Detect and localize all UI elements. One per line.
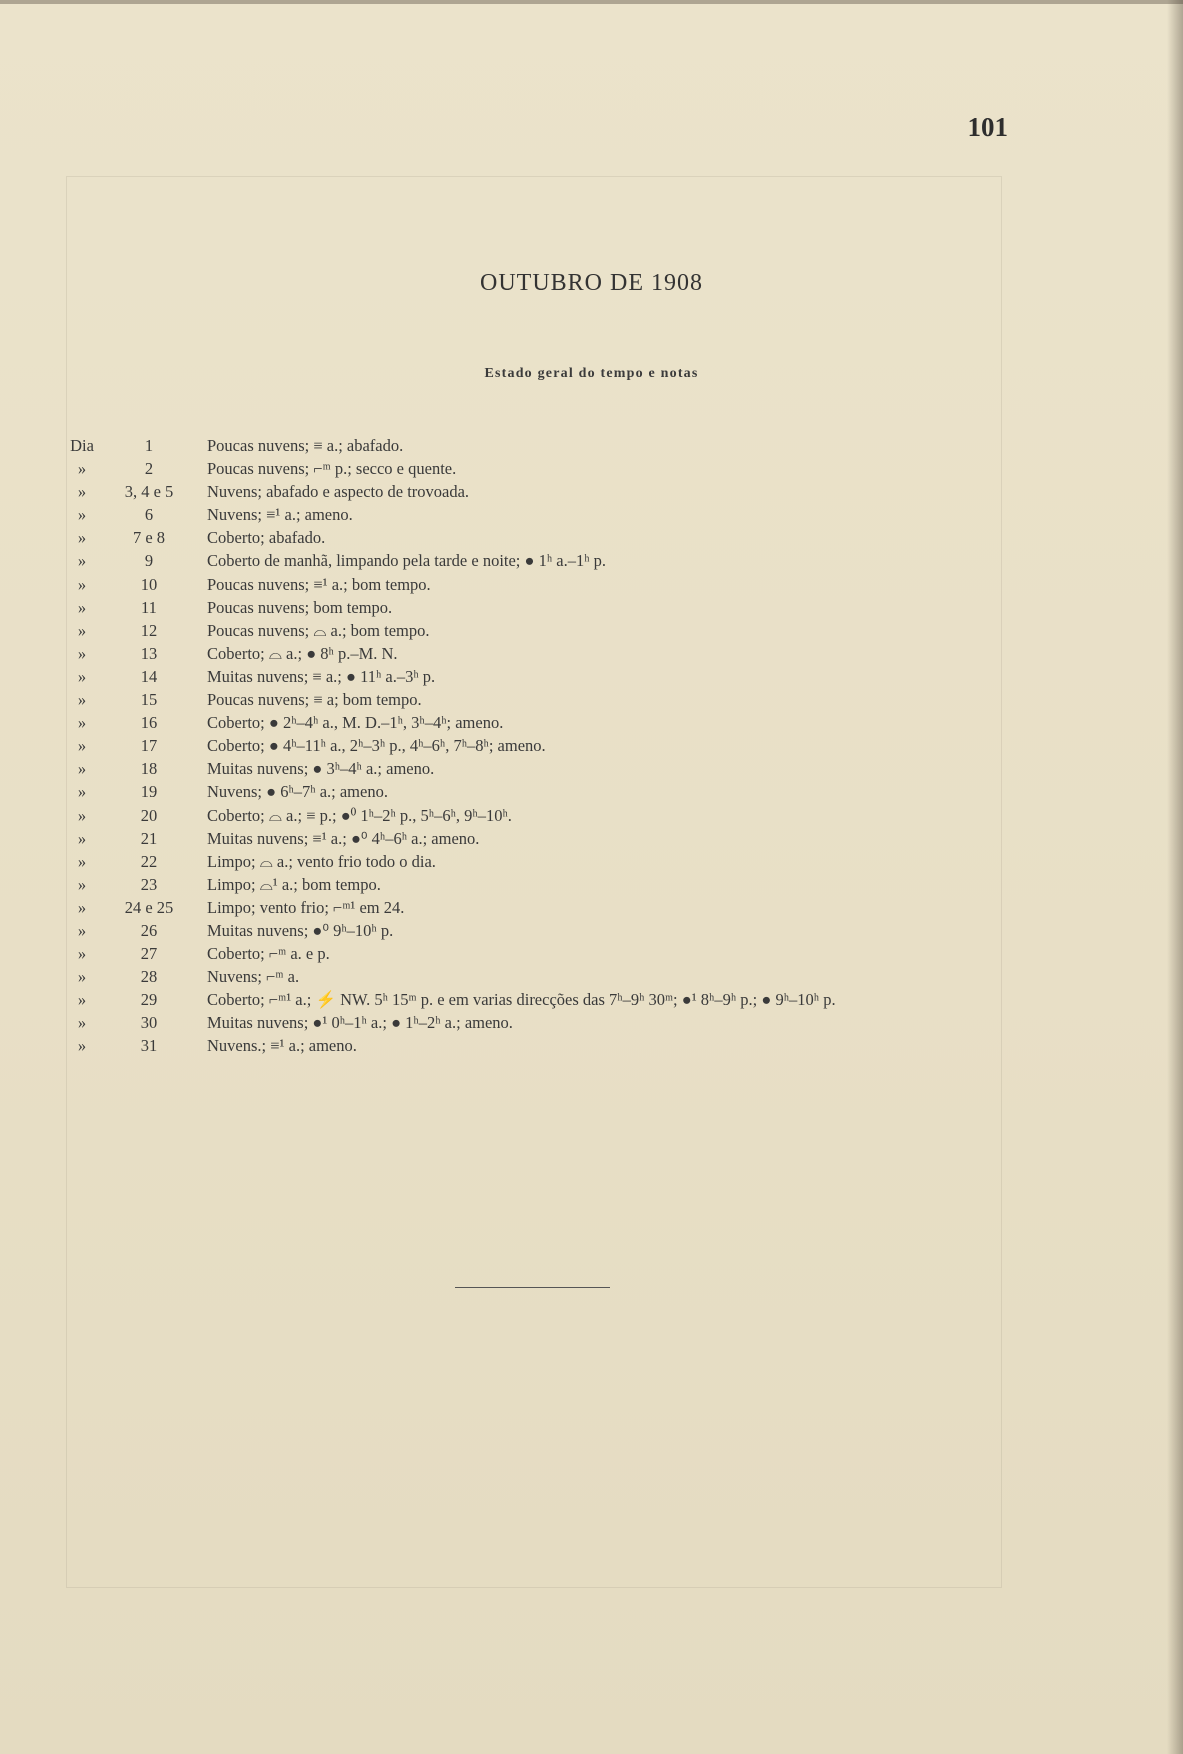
day-number: 24 e 25 xyxy=(124,897,174,917)
weather-note: Poucas nuvens; bom tempo. xyxy=(207,597,393,617)
list-item xyxy=(0,827,1183,850)
list-item xyxy=(0,526,1183,549)
list-item xyxy=(0,873,1183,896)
day-label: » xyxy=(77,666,87,686)
weather-note: Coberto; abafado. xyxy=(207,528,326,548)
weather-note: Limpo; ⌓¹ a.; bom tempo. xyxy=(207,874,381,894)
list-item xyxy=(0,919,1183,942)
weather-note: Coberto; ● 4ʰ–11ʰ a., 2ʰ–3ʰ p., 4ʰ–6ʰ, 7ʰ–8ʰ; ameno. xyxy=(207,736,546,756)
day-label: » xyxy=(77,805,87,825)
day-number: 16 xyxy=(140,713,158,733)
day-number: 27 xyxy=(140,944,158,964)
day-label: » xyxy=(77,528,87,548)
section-subtitle: Estado geral do tempo e notas xyxy=(484,366,699,381)
day-label: » xyxy=(77,1036,87,1056)
day-label: » xyxy=(77,574,87,594)
list-item xyxy=(0,757,1183,780)
weather-note: Poucas nuvens; ≡¹ a.; bom tempo. xyxy=(207,574,431,594)
list-item xyxy=(0,780,1183,803)
closing-rule xyxy=(455,1287,610,1288)
day-label: » xyxy=(77,736,87,756)
day-label: » xyxy=(77,874,87,894)
day-number: 9 xyxy=(144,551,154,571)
day-label: » xyxy=(77,620,87,640)
day-label: » xyxy=(77,551,87,571)
weather-note: Coberto; ⌐ᵐ¹ a.; ⚡ NW. 5ʰ 15ᵐ p. e em varias direcções das 7ʰ–9ʰ 30ᵐ; ●¹ 8ʰ–9ʰ p.; ● 9ʰ–10ʰ p. xyxy=(207,990,836,1010)
day-label: » xyxy=(77,920,87,940)
weather-note: Poucas nuvens; ⌓ a.; bom tempo. xyxy=(207,620,430,640)
day-label: Dia xyxy=(70,436,94,455)
weather-note: Nuvens; ● 6ʰ–7ʰ a.; ameno. xyxy=(207,782,388,802)
list-item xyxy=(0,988,1183,1011)
day-number: 22 xyxy=(140,851,158,871)
weather-note: Coberto; ⌓ a.; ≡ p.; ●⁰ 1ʰ–2ʰ p., 5ʰ–6ʰ, 9ʰ–10ʰ. xyxy=(207,805,512,825)
day-number: 17 xyxy=(140,736,158,756)
weather-note: Muitas nuvens; ≡ a.; ● 11ʰ a.–3ʰ p. xyxy=(207,666,436,686)
weather-note: Poucas nuvens; ≡ a; bom tempo. xyxy=(207,690,422,710)
weather-note: Nuvens; abafado e aspecto de trovoada. xyxy=(207,482,470,502)
day-label: » xyxy=(77,897,87,917)
day-label: » xyxy=(77,597,87,617)
weather-note: Nuvens; ⌐ᵐ a. xyxy=(207,967,300,987)
day-number: 28 xyxy=(140,967,158,987)
day-label: » xyxy=(77,828,87,848)
list-item xyxy=(0,850,1183,873)
day-label: » xyxy=(77,759,87,779)
day-label: » xyxy=(77,643,87,663)
list-item xyxy=(0,573,1183,596)
day-label: » xyxy=(77,459,87,479)
day-label: » xyxy=(77,505,87,525)
page-title: OUTUBRO DE 1908 xyxy=(480,270,703,296)
day-label: » xyxy=(77,1013,87,1033)
list-item xyxy=(0,942,1183,965)
day-number: 3, 4 e 5 xyxy=(124,482,174,502)
day-number: 21 xyxy=(140,828,158,848)
list-item xyxy=(0,596,1183,619)
weather-note: Muitas nuvens; ●⁰ 9ʰ–10ʰ p. xyxy=(207,920,394,940)
day-number: 19 xyxy=(140,782,158,802)
list-item xyxy=(0,503,1183,526)
list-item xyxy=(0,965,1183,988)
weather-note: Poucas nuvens; ⌐ᵐ p.; secco e quente. xyxy=(207,459,457,479)
day-label: » xyxy=(77,967,87,987)
day-label: » xyxy=(77,482,87,502)
list-item xyxy=(0,619,1183,642)
list-item xyxy=(0,457,1183,480)
day-number: 20 xyxy=(140,805,158,825)
day-number: 18 xyxy=(140,759,158,779)
weather-note: Nuvens.; ≡¹ a.; ameno. xyxy=(207,1036,357,1056)
weather-note: Coberto de manhã, limpando pela tarde e noite; ● 1ʰ a.–1ʰ p. xyxy=(207,551,607,571)
list-item xyxy=(0,896,1183,919)
list-item xyxy=(0,549,1183,572)
list-item xyxy=(0,665,1183,688)
day-label: » xyxy=(77,713,87,733)
day-label: » xyxy=(77,690,87,710)
day-number: 2 xyxy=(144,459,154,479)
list-item xyxy=(0,688,1183,711)
list-item xyxy=(0,711,1183,734)
list-item xyxy=(0,734,1183,757)
weather-note: Poucas nuvens; ≡ a.; abafado. xyxy=(207,436,404,455)
list-item xyxy=(0,642,1183,665)
day-number: 12 xyxy=(140,620,158,640)
list-item xyxy=(0,480,1183,503)
weather-note: Coberto; ● 2ʰ–4ʰ a., M. D.–1ʰ, 3ʰ–4ʰ; ameno. xyxy=(207,713,504,733)
day-number: 31 xyxy=(140,1036,158,1056)
day-number: 29 xyxy=(140,990,158,1010)
weather-notes-list xyxy=(0,434,1183,1058)
weather-note: Coberto; ⌐ᵐ a. e p. xyxy=(207,944,330,964)
day-label: » xyxy=(77,782,87,802)
day-number: 30 xyxy=(140,1013,158,1033)
day-number: 1 xyxy=(144,436,154,455)
day-number: 23 xyxy=(140,874,158,894)
list-item xyxy=(0,804,1183,827)
list-item xyxy=(0,1034,1183,1057)
weather-note: Coberto; ⌓ a.; ● 8ʰ p.–M. N. xyxy=(207,643,398,663)
day-number: 26 xyxy=(140,920,158,940)
page-top-edge xyxy=(0,0,1183,4)
day-number: 7 e 8 xyxy=(132,528,166,548)
day-label: » xyxy=(77,944,87,964)
weather-note: Limpo; vento frio; ⌐ᵐ¹ em 24. xyxy=(207,897,405,917)
weather-note: Muitas nuvens; ≡¹ a.; ●⁰ 4ʰ–6ʰ a.; ameno. xyxy=(207,828,480,848)
weather-note: Limpo; ⌓ a.; vento frio todo o dia. xyxy=(207,851,436,871)
day-label: » xyxy=(77,851,87,871)
list-item xyxy=(0,434,1183,457)
weather-note: Nuvens; ≡¹ a.; ameno. xyxy=(207,505,353,525)
day-number: 15 xyxy=(140,690,158,710)
list-item xyxy=(0,1011,1183,1034)
day-number: 13 xyxy=(140,643,158,663)
weather-note: Muitas nuvens; ● 3ʰ–4ʰ a.; ameno. xyxy=(207,759,435,779)
page-number: 101 xyxy=(967,112,1008,142)
day-label: » xyxy=(77,990,87,1010)
day-number: 6 xyxy=(144,505,154,525)
day-number: 14 xyxy=(140,666,158,686)
day-number: 11 xyxy=(141,597,157,617)
weather-note: Muitas nuvens; ●¹ 0ʰ–1ʰ a.; ● 1ʰ–2ʰ a.; ameno. xyxy=(207,1013,513,1033)
day-number: 10 xyxy=(140,574,158,594)
